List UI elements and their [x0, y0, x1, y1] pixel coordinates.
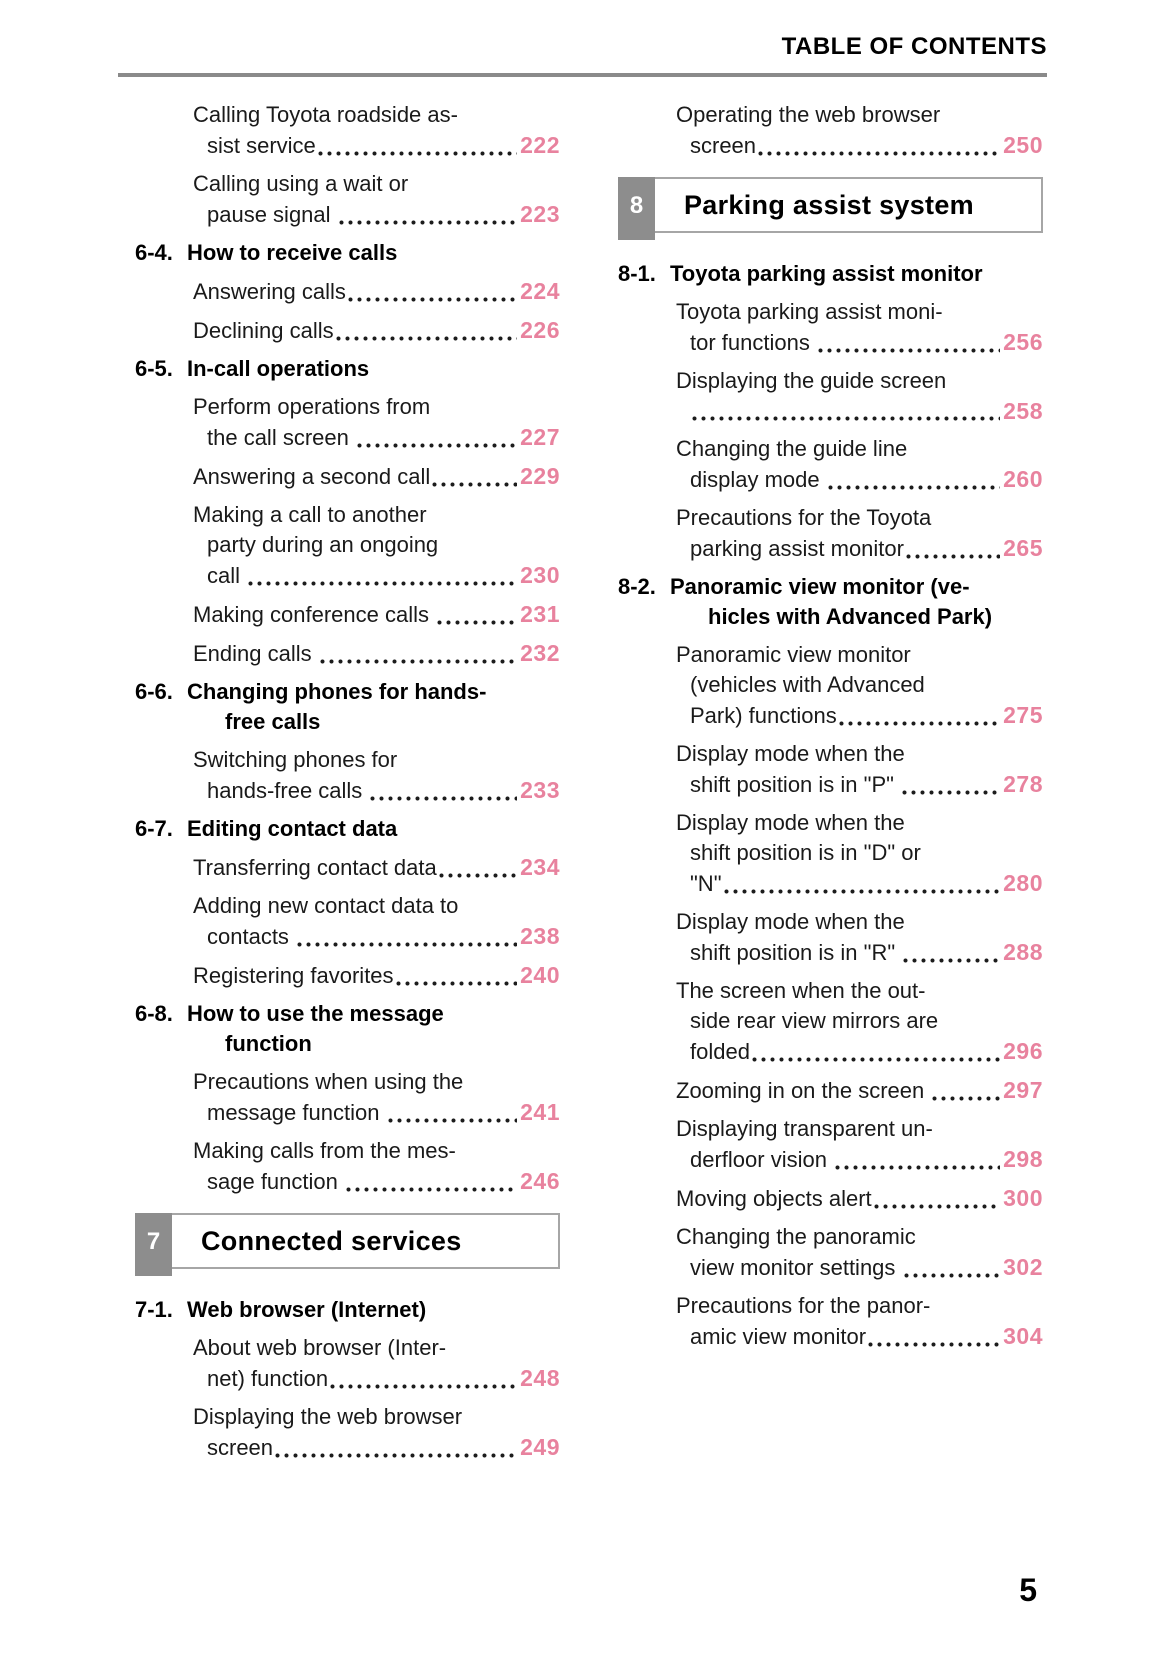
toc-entry-line	[135, 1333, 560, 1363]
toc-entry-text: Perform operations from	[193, 394, 431, 419]
heading-number: 8-2.	[618, 574, 656, 599]
section-number-tab: 8	[618, 177, 655, 240]
dot-leader	[903, 958, 1000, 963]
toc-page-number: 231	[520, 601, 560, 627]
section-number-tab: 7	[135, 1213, 172, 1276]
dot-leader	[396, 981, 518, 986]
toc-page-number: 298	[1003, 1146, 1043, 1172]
heading-first-line	[135, 677, 560, 707]
dot-leader	[868, 1342, 1000, 1347]
dot-leader	[439, 873, 517, 878]
heading-first-line	[618, 259, 1043, 289]
section-title: Connected services	[201, 1225, 462, 1256]
toc-entry-text: shift position is in "R"	[690, 940, 902, 965]
toc-entry-line	[135, 745, 560, 775]
heading-text-continued: hicles with Advanced Park)	[708, 604, 993, 629]
toc-entry-line	[618, 396, 1043, 426]
toc-entry-line	[618, 533, 1043, 564]
toc-page-number: 275	[1003, 702, 1043, 728]
dot-leader	[902, 790, 1000, 795]
toc-entry-text: amic view monitor	[690, 1324, 867, 1349]
toc-page-number: 258	[1003, 398, 1043, 424]
heading-number: 8-1.	[618, 261, 656, 286]
heading-first-line	[135, 354, 560, 384]
toc-entry-line	[618, 670, 1043, 700]
toc-entry	[135, 1333, 560, 1394]
dot-leader	[339, 220, 517, 225]
toc-entry	[618, 434, 1043, 495]
dot-leader	[932, 1096, 1000, 1101]
toc-entry-text: (vehicles with Advanced	[690, 672, 925, 697]
dot-leader	[346, 1187, 517, 1192]
dot-leader	[388, 1118, 518, 1123]
heading-text: Web browser (Internet)	[187, 1297, 427, 1322]
toc-entry-text: Calling Toyota roadside as-	[193, 102, 458, 127]
section-title: Parking assist system	[684, 189, 974, 220]
toc-page-number: 238	[520, 923, 560, 949]
toc-heading	[135, 1295, 560, 1325]
toc-entry-line	[135, 775, 560, 806]
toc-page-number: 226	[520, 317, 560, 343]
toc-entry-line	[135, 852, 560, 883]
toc-page-number: 260	[1003, 466, 1043, 492]
toc-entry-line	[135, 1097, 560, 1128]
toc-page-number: 280	[1003, 870, 1043, 896]
dot-leader	[835, 1165, 1000, 1170]
toc-entry-text: Display mode when the	[676, 909, 905, 934]
dot-leader	[906, 554, 1000, 559]
heading-number: 7-1.	[135, 1297, 173, 1322]
section-banner	[618, 177, 1043, 233]
dot-leader	[275, 1453, 517, 1458]
toc-page-number: 297	[1003, 1077, 1043, 1103]
heading-text-continued: function	[225, 1031, 312, 1056]
toc-entry	[618, 503, 1043, 564]
heading-number: 6-6.	[135, 679, 173, 704]
dot-leader	[437, 620, 517, 625]
toc-entry-text: derfloor vision	[690, 1147, 834, 1172]
toc-entry-text: screen	[690, 133, 757, 158]
toc-entry	[135, 1067, 560, 1128]
heading-text: How to receive calls	[187, 240, 398, 265]
dot-leader	[357, 443, 517, 448]
toc-entry-line	[135, 1136, 560, 1166]
toc-entry-text: net) function	[207, 1366, 329, 1391]
heading-number: 6-5.	[135, 356, 173, 381]
toc-entry-line	[618, 739, 1043, 769]
dot-leader	[818, 348, 1000, 353]
toc-entry	[135, 891, 560, 952]
toc-entry-text: display mode	[690, 467, 826, 492]
toc-page-number: 229	[520, 463, 560, 489]
toc-entry-line	[135, 130, 560, 161]
heading-number: 6-4.	[135, 240, 173, 265]
toc-entry-line	[618, 100, 1043, 130]
toc-page-number: 302	[1003, 1254, 1043, 1280]
toc-entry-line	[135, 315, 560, 346]
toc-entry-text: "N"	[690, 871, 722, 896]
toc-heading	[135, 999, 560, 1059]
section-banner	[135, 1213, 560, 1269]
toc-entry-line	[618, 976, 1043, 1006]
toc-entry-line	[135, 1166, 560, 1197]
toc-entry-text: About web browser (Inter-	[193, 1335, 447, 1360]
toc-entry	[135, 1136, 560, 1197]
dot-leader	[330, 1384, 517, 1389]
toc-entry-line	[135, 638, 560, 669]
toc-entry-line	[135, 560, 560, 591]
toc-entry-text: call	[207, 563, 247, 588]
toc-page-number: 223	[520, 201, 560, 227]
toc-entry	[618, 1114, 1043, 1175]
heading-first-line	[618, 572, 1043, 602]
toc-entry-text: Adding new contact data to	[193, 893, 459, 918]
toc-entry-text: tor functions	[690, 330, 816, 355]
toc-entry-text: The screen when the out-	[676, 978, 926, 1003]
toc-entry	[135, 1402, 560, 1463]
toc-entry-line	[135, 276, 560, 307]
toc-page-number: 241	[520, 1099, 560, 1125]
toc-entry-text: Changing the panoramic	[676, 1224, 916, 1249]
toc-entry	[618, 907, 1043, 968]
toc-entry	[135, 315, 560, 346]
toc-page-number: 230	[520, 562, 560, 588]
toc-entry-line	[135, 500, 560, 530]
toc-entry-line	[618, 838, 1043, 868]
toc-entry-line	[135, 1402, 560, 1432]
toc-page-number: 256	[1003, 329, 1043, 355]
toc-entry-text: Displaying transparent un-	[676, 1116, 933, 1141]
toc-page-number: 248	[520, 1365, 560, 1391]
toc-entry	[135, 960, 560, 991]
toc-page-number: 249	[520, 1434, 560, 1460]
toc-entry-line	[618, 1006, 1043, 1036]
toc-entry-line	[618, 1252, 1043, 1283]
toc-entry	[135, 599, 560, 630]
toc-entry-line	[135, 422, 560, 453]
toc-entry-text: Switching phones for	[193, 747, 398, 772]
heading-number: 6-7.	[135, 816, 173, 841]
toc-entry-line	[135, 891, 560, 921]
toc-entry-text: party during an ongoing	[207, 532, 439, 557]
dot-leader	[904, 1273, 1001, 1278]
toc-page-number: 296	[1003, 1038, 1043, 1064]
toc-entry-text: Precautions for the panor-	[676, 1293, 931, 1318]
toc-entry	[618, 1183, 1043, 1214]
toc-entry-text: Panoramic view monitor	[676, 642, 911, 667]
toc-entry-line	[618, 808, 1043, 838]
toc-entry-text: hands-free calls	[207, 778, 369, 803]
toc-entry-text: sage function	[207, 1169, 344, 1194]
toc-page-number: 232	[520, 640, 560, 666]
toc-page-number: 246	[520, 1168, 560, 1194]
toc-entry	[618, 1291, 1043, 1352]
dot-leader	[828, 485, 1000, 490]
heading-first-line	[135, 814, 560, 844]
toc-entry-line	[135, 461, 560, 492]
toc-entry-text: Operating the web browser	[676, 102, 941, 127]
toc-entry-line	[618, 130, 1043, 161]
toc-entry-text: Transferring contact data	[193, 855, 437, 880]
toc-entry	[135, 500, 560, 591]
dot-leader	[348, 297, 517, 302]
heading-first-line	[135, 999, 560, 1029]
toc-page-number: 224	[520, 278, 560, 304]
toc-entry-line	[618, 366, 1043, 396]
toc-entry-text: shift position is in "P"	[690, 772, 901, 797]
toc-page-number: 265	[1003, 535, 1043, 561]
toc-entry-text: Display mode when the	[676, 741, 905, 766]
toc-entry-line	[618, 1183, 1043, 1214]
toc-entry-text: parking assist monitor	[690, 536, 904, 561]
toc-entry-text: Displaying the guide screen	[676, 368, 947, 393]
heading-number: 6-8.	[135, 1001, 173, 1026]
toc-entry-text: Toyota parking assist moni-	[676, 299, 943, 324]
toc-entry-text: message function	[207, 1100, 386, 1125]
dot-leader	[336, 336, 518, 341]
dot-leader	[432, 482, 517, 487]
toc-entry-line	[618, 464, 1043, 495]
dot-leader	[839, 721, 1000, 726]
toc-entry-line	[618, 1075, 1043, 1106]
toc-entry-text: screen	[207, 1435, 274, 1460]
dot-leader	[370, 796, 517, 801]
toc-heading	[135, 238, 560, 268]
toc-page-number: 250	[1003, 132, 1043, 158]
toc-heading	[135, 354, 560, 384]
toc-entry-line	[618, 868, 1043, 899]
toc-heading	[618, 572, 1043, 632]
toc-entry-text: Precautions when using the	[193, 1069, 464, 1094]
toc-entry-line	[618, 700, 1043, 731]
toc-entry-line	[135, 1363, 560, 1394]
toc-page-number: 278	[1003, 771, 1043, 797]
toc-entry-text: sist service	[207, 133, 316, 158]
toc-entry-text: Answering calls	[193, 279, 346, 304]
heading-text: Editing contact data	[187, 816, 398, 841]
dot-leader	[692, 416, 1000, 421]
toc-entry-text: Park) functions	[690, 703, 837, 728]
toc-heading	[618, 259, 1043, 289]
heading-text: How to use the message	[187, 1001, 444, 1026]
toc-column-right	[618, 100, 1043, 1360]
heading-text: Changing phones for hands-	[187, 679, 487, 704]
toc-page-number: 300	[1003, 1185, 1043, 1211]
dot-leader	[874, 1204, 1000, 1209]
dot-leader	[724, 889, 1001, 894]
toc-entry-line	[618, 1144, 1043, 1175]
toc-heading	[135, 677, 560, 737]
toc-entry	[135, 276, 560, 307]
heading-first-line	[135, 238, 560, 268]
dot-leader	[318, 151, 517, 156]
toc-page-number: 234	[520, 854, 560, 880]
toc-entry-text: Moving objects alert	[676, 1186, 872, 1211]
toc-entry-line	[618, 1114, 1043, 1144]
toc-entry-line	[618, 434, 1043, 464]
toc-entry	[618, 976, 1043, 1067]
header-rule	[118, 73, 1047, 77]
toc-entry-line	[618, 640, 1043, 670]
toc-entry-text: pause signal	[207, 202, 337, 227]
toc-entry-line	[618, 937, 1043, 968]
toc-entry-line	[618, 503, 1043, 533]
footer-page-number: 5	[1019, 1572, 1037, 1608]
toc-entry-line	[135, 1432, 560, 1463]
toc-entry-line	[135, 1067, 560, 1097]
toc-entry-line	[135, 599, 560, 630]
toc-entry	[135, 745, 560, 806]
toc-entry-line	[618, 1291, 1043, 1321]
toc-entry-line	[618, 907, 1043, 937]
toc-entry-text: Answering a second call	[193, 464, 431, 489]
toc-entry-line	[135, 392, 560, 422]
toc-entry-line	[135, 960, 560, 991]
dot-leader	[752, 1057, 1000, 1062]
toc-page-number: 240	[520, 962, 560, 988]
toc-entry	[135, 100, 560, 161]
heading-text: In-call operations	[187, 356, 370, 381]
dot-leader	[297, 942, 517, 947]
toc-entry-text: Ending calls	[193, 641, 318, 666]
toc-heading	[135, 814, 560, 844]
toc-page-number: 288	[1003, 939, 1043, 965]
toc-entry-line	[618, 327, 1043, 358]
toc-entry	[135, 169, 560, 230]
toc-entry-line	[135, 199, 560, 230]
toc-entry	[618, 297, 1043, 358]
toc-entry-line	[618, 1321, 1043, 1352]
toc-entry	[618, 1222, 1043, 1283]
toc-entry-line	[618, 297, 1043, 327]
dot-leader	[248, 581, 517, 586]
toc-entry-line	[135, 100, 560, 130]
toc-entry-text: Making conference calls	[193, 602, 436, 627]
toc-entry-text: view monitor settings	[690, 1255, 902, 1280]
dot-leader	[758, 151, 1000, 156]
toc-entry-text: Registering favorites	[193, 963, 394, 988]
dot-leader	[320, 659, 517, 664]
toc-entry-text: Making a call to another	[193, 502, 427, 527]
heading-text-continued: free calls	[225, 709, 321, 734]
toc-entry	[135, 392, 560, 453]
heading-first-line	[135, 1295, 560, 1325]
toc-entry	[618, 1075, 1043, 1106]
toc-entry-text: Declining calls	[193, 318, 334, 343]
toc-entry	[618, 808, 1043, 899]
toc-entry-text: Precautions for the Toyota	[676, 505, 932, 530]
toc-entry-text: the call screen	[207, 425, 355, 450]
toc-entry-text: folded	[690, 1039, 750, 1064]
toc-page-number: 222	[520, 132, 560, 158]
toc-page-number: 227	[520, 424, 560, 450]
toc-entry	[135, 461, 560, 492]
page-title: TABLE OF CONTENTS	[781, 33, 1047, 60]
toc-entry-text: Display mode when the	[676, 810, 905, 835]
toc-column-left	[135, 100, 560, 1471]
toc-page-number: 304	[1003, 1323, 1043, 1349]
toc-entry-line	[135, 921, 560, 952]
toc-entry-text: Changing the guide line	[676, 436, 908, 461]
toc-entry-text: Zooming in on the screen	[676, 1078, 931, 1103]
toc-entry-text: side rear view mirrors are	[690, 1008, 939, 1033]
toc-entry-line	[135, 530, 560, 560]
toc-entry	[618, 739, 1043, 800]
toc-entry-line	[135, 169, 560, 199]
heading-text: Panoramic view monitor (ve-	[670, 574, 970, 599]
toc-entry-text: shift position is in "D" or	[690, 840, 921, 865]
toc-entry-text: Calling using a wait or	[193, 171, 409, 196]
toc-entry	[618, 100, 1043, 161]
toc-entry-text: Displaying the web browser	[193, 1404, 463, 1429]
toc-entry	[618, 640, 1043, 731]
toc-entry	[135, 852, 560, 883]
toc-entry-text: Making calls from the mes-	[193, 1138, 456, 1163]
toc-page-number: 233	[520, 777, 560, 803]
toc-entry	[618, 366, 1043, 426]
toc-entry-text: contacts	[207, 924, 296, 949]
toc-entry-line	[618, 1036, 1043, 1067]
heading-text: Toyota parking assist monitor	[670, 261, 983, 286]
toc-entry-line	[618, 1222, 1043, 1252]
toc-entry-line	[618, 769, 1043, 800]
toc-entry	[135, 638, 560, 669]
